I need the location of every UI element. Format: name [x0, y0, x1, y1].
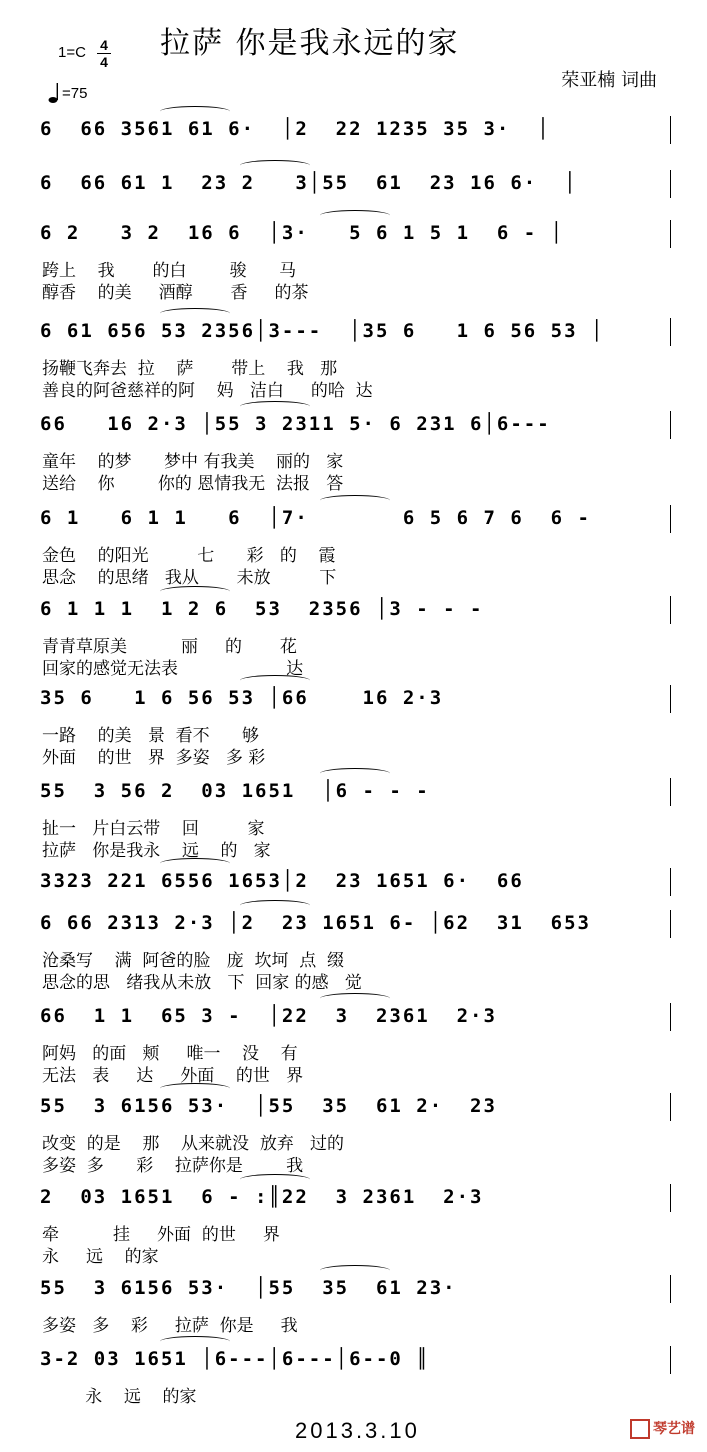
quarter-note-icon [48, 82, 60, 102]
slur-mark [160, 1336, 230, 1347]
slur-mark [320, 993, 390, 1004]
tempo-value: =75 [62, 85, 88, 102]
lyric-line: 醇香 的美 酒醇 香 的茶 [42, 283, 309, 303]
notation-line: 6 1 6 1 1 6 │7· 6 5 6 7 6 6 - [40, 507, 591, 529]
notation-line: 66 1 1 65 3 - │22 3 2361 2·3 [40, 1005, 497, 1027]
lyric-line: 善良的阿爸慈祥的阿 妈 洁白 的哈 达 [42, 381, 373, 401]
slur-mark [240, 900, 310, 911]
barline [670, 1003, 671, 1031]
tempo-marking [48, 82, 87, 102]
meter-bottom: 4 [100, 54, 108, 70]
slur-mark [320, 768, 390, 779]
notation-line: 6 66 2313 2·3 │2 23 1651 6- │62 31 653 [40, 912, 591, 934]
lyric-line: 牵 挂 外面 的世 界 [42, 1225, 280, 1245]
notation-line: 6 61 656 53 2356│3--- │35 6 1 6 56 53 │ [40, 320, 605, 342]
lyric-line: 送给 你 你的 恩情我无 法报 答 [42, 474, 344, 494]
slur-mark [240, 401, 310, 412]
lyric-line: 改变 的是 那 从来就没 放弃 过的 [42, 1134, 345, 1154]
logo-text: 琴艺谱 [653, 1420, 695, 1436]
lyric-line: 永 远 的家 [42, 1387, 197, 1407]
slur-mark [320, 1265, 390, 1276]
lyric-line: 多姿 多 彩 拉萨你是 我 [42, 1156, 304, 1176]
slur-mark [240, 160, 310, 171]
lyric-line: 阿妈 的面 颊 唯一 没 有 [42, 1044, 298, 1064]
meter-top: 4 [100, 37, 108, 53]
barline [670, 1275, 671, 1303]
lyric-line: 多姿 多 彩 拉萨 你是 我 [42, 1316, 298, 1336]
lyric-line: 思念的思 绪我从未放 下 回家 的感 觉 [42, 973, 362, 993]
lyric-line: 无法 表 达 外面 的世 界 [42, 1066, 304, 1086]
lyric-line: 扯一 片白云带 回 家 [42, 819, 265, 839]
slur-mark [320, 210, 390, 221]
notation-line: 2 03 1651 6 - :║22 3 2361 2·3 [40, 1186, 484, 1208]
slur-mark [240, 675, 310, 686]
barline [670, 778, 671, 806]
notation-line: 6 66 3561 61 6· │2 22 1235 35 3· │ [40, 118, 551, 140]
lyric-line: 回家的感觉无法表 达 [42, 659, 304, 679]
barline [670, 596, 671, 624]
barline [670, 318, 671, 346]
lyric-line: 思念 的思绪 我从 未放 下 [42, 568, 337, 588]
slur-mark [320, 495, 390, 506]
lyric-line: 青青草原美 丽 的 花 [42, 637, 297, 657]
barline [670, 170, 671, 198]
lyric-line: 拉萨 你是我永 远 的 家 [42, 841, 271, 861]
notation-line: 3-2 03 1651 │6---│6---│6--0 ║ [40, 1348, 430, 1370]
barline [670, 685, 671, 713]
barline [670, 1346, 671, 1374]
key-signature: 1=C [58, 44, 86, 61]
lyric-line: 扬鞭飞奔去 拉 萨 带上 我 那 [42, 359, 338, 379]
lyric-line: 沧桑写 满 阿爸的脸 庞 坎坷 点 缀 [42, 951, 345, 971]
barline [670, 1184, 671, 1212]
barline [670, 1093, 671, 1121]
slur-mark [160, 1083, 230, 1094]
notation-line: 6 2 3 2 16 6 │3· 5 6 1 5 1 6 - │ [40, 222, 565, 244]
slur-mark [160, 586, 230, 597]
slur-mark [160, 858, 230, 869]
lyric-line: 外面 的世 界 多姿 多 彩 [42, 748, 266, 768]
barline [670, 116, 671, 144]
notation-line: 55 3 56 2 03 1651 │6 - - - [40, 780, 430, 802]
lyric-line: 童年 的梦 梦中 有我美 丽的 家 [42, 452, 344, 472]
time-signature [97, 38, 111, 69]
lyric-line: 永 远 的家 [42, 1247, 159, 1267]
barline [670, 910, 671, 938]
slur-mark [240, 1174, 310, 1185]
notation-line: 6 1 1 1 1 2 6 53 2356 │3 - - - [40, 598, 484, 620]
barline [670, 505, 671, 533]
logo-mark-icon [630, 1419, 650, 1439]
slur-mark [160, 106, 230, 117]
notation-line: 66 16 2·3 │55 3 2311 5· 6 231 6│6--- [40, 413, 551, 435]
notation-line: 6 66 61 1 23 2 3│55 61 23 16 6· │ [40, 172, 578, 194]
barline [670, 868, 671, 896]
lyric-line: 金色 的阳光 七 彩 的 霞 [42, 546, 336, 566]
slur-mark [160, 308, 230, 319]
composer-credit: 荣亚楠 词曲 [561, 70, 657, 91]
barline [670, 220, 671, 248]
notation-line: 55 3 6156 53· │55 35 61 23· [40, 1277, 457, 1299]
notation-line: 3323 221 6556 1653│2 23 1651 6· 66 [40, 870, 524, 892]
page-title: 拉萨 你是我永远的家 [160, 26, 460, 61]
notation-line: 35 6 1 6 56 53 │66 16 2·3 [40, 687, 444, 709]
date-stamp: 2013.3.10 [295, 1418, 420, 1443]
lyric-line: 跨上 我 的白 骏 马 [42, 261, 297, 281]
barline [670, 411, 671, 439]
site-logo [630, 1418, 695, 1439]
notation-line: 55 3 6156 53· │55 35 61 2· 23 [40, 1095, 497, 1117]
lyric-line: 一路 的美 景 看不 够 [42, 726, 260, 746]
